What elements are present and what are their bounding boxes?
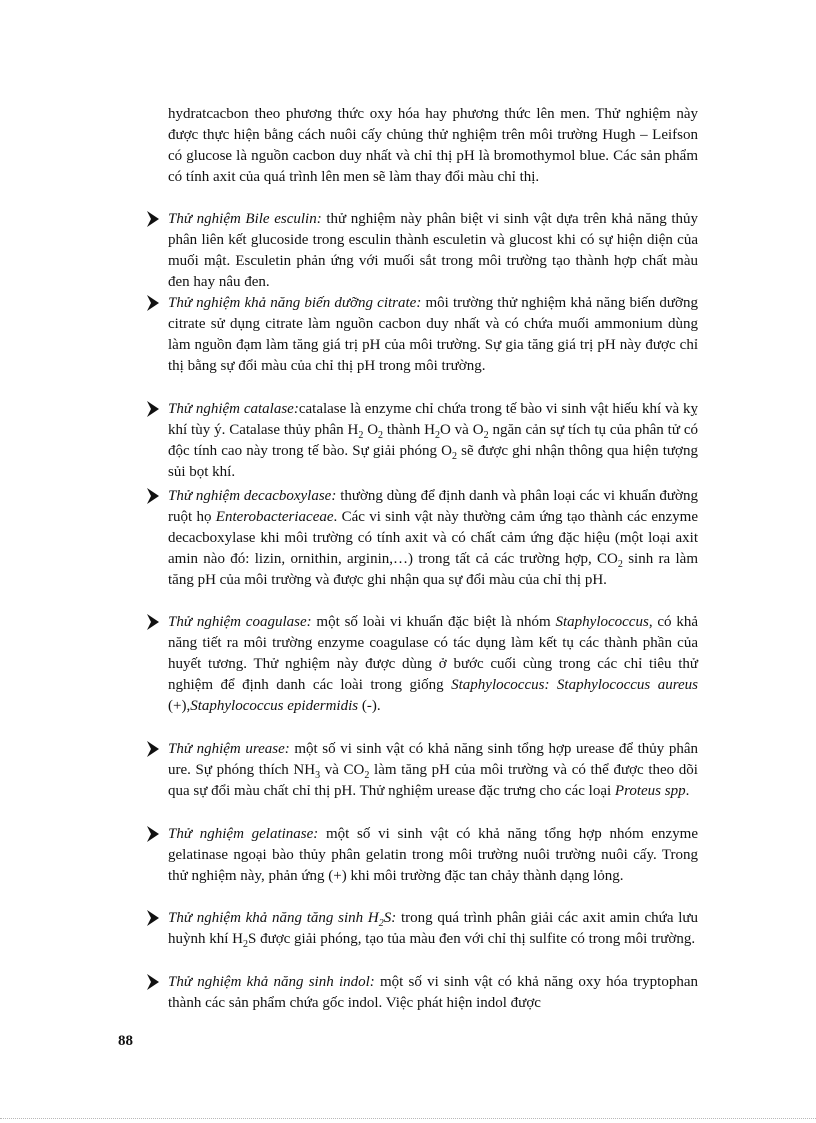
taxon-name: Proteus spp	[614, 783, 686, 799]
arrow-bullet-icon	[146, 825, 160, 843]
arrow-bullet-icon	[146, 210, 160, 228]
taxon-name: Staphylococcus epidermidis	[190, 698, 359, 714]
page-number: 88	[118, 1033, 133, 1049]
item-body: môi trường thử nghiệm khả năng biến dưỡng citrate sử dụng citrate làm nguồn cacbon duy nhất và có chứa muối ammonium dùng làm nguồn đạm làm tăng giá trị pH của môi trường. Sự gia tăng giá trị pH này được chỉ thị bằng sự đổi màu của chỉ thị pH trong môi trường.	[168, 295, 698, 374]
item-body: thử nghiệm này phân biệt vi sinh vật dựa trên khả năng thủy phân liên kết glucoside trong esculin thành esculetin và glucost khi có sự hiện diện của muối mật. Esculetin phản ứng với muối sắt trong môi trường tạo thành hợp chất màu đen hay nâu đen.	[168, 211, 699, 290]
item-title: Thử nghiệm decacboxylase:	[168, 488, 337, 504]
taxon-name: Staphylococcus	[555, 614, 649, 630]
item-body: một số vi sinh vật có khả năng oxy hóa tryptophan thành các sản phẩm chứa gốc indol. Việc phát hiện indol được	[168, 974, 698, 1011]
item-body: một số vi sinh vật có khả năng tổng hợp nhóm enzyme gelatinase ngoại bào thủy phân gelatin trong môi trường nuôi trường nuôi cấy. Trong thử nghiệm này, phản ứng (+) khi môi trường đặc tan chảy thành dạng lỏng.	[168, 826, 698, 884]
list-item-citrate	[146, 293, 698, 377]
list-item-decarboxylase: Thử nghiệm decacboxylase: thường dùng để định danh và phân loại các vi khuẩn đường ruột họ Enterobacteriaceae. Các vi sinh vật này thường cảm ứng tạo thành các enzyme decacboxylase khi môi trường có tính axit và có chất cảm ứng đặc hiệu (một loại axit amin nào đó: lizin, ornithin, arginin,…) trong tất cả các trường hợp, $CO_2$ sinh ra làm tăng pH của môi trường và được ghi nhận qua sự đổi màu của chỉ thị pH.	[146, 486, 698, 591]
item-title: Thử nghiệm Bile esculin:	[168, 211, 322, 227]
item-title: Thử nghiệm khả năng biến dưỡng citrate:	[168, 295, 422, 311]
arrow-bullet-icon	[146, 294, 160, 312]
list-item-coagulase: Thử nghiệm coagulase: một số loài vi khuẩn đặc biệt là nhóm Staphylococcus, có khả năng tiết ra môi trường enzyme coagulase có tác dụng làm kết tụ các thành phần của huyết tương. Thử nghiệm này được dùng ở bước cuối cùng trong các chỉ tiêu thử nghiệm để định danh các loài trong giống Staphylococcus: Staphylococcus aureus (+),Staphylococcus epidermidis (-).	[146, 612, 698, 717]
taxon-name: Enterobacteriaceae	[215, 509, 334, 525]
taxon-name: Staphylococcus: Staphylococcus aureus	[451, 677, 698, 693]
list-item-urease: Thử nghiệm urease: một số vi sinh vật có khả năng sinh tổng hợp urease để thủy phân ure. Sự phóng thích $NH_3$ và $CO_2$ làm tăng pH của môi trường và có thể được theo dõi qua sự đổi màu chất chỉ thị pH. Thử nghiệm urease đặc trưng cho các loại Proteus spp.	[146, 739, 698, 802]
arrow-bullet-icon	[146, 613, 160, 631]
item-title: Thử nghiệm coagulase:	[168, 614, 312, 630]
item-title: Thử nghiệm khả năng sinh indol:	[168, 974, 375, 990]
item-title: Thử nghiệm urease:	[168, 741, 290, 757]
item-title: Thử nghiệm gelatinase:	[168, 826, 319, 842]
intro-paragraph: hydratcacbon theo phương thức oxy hóa hay phương thức lên men. Thử nghiệm này được thực hiện bằng cách nuôi cấy chủng thử nghiệm trên môi trường Hugh – Leifson có glucose là nguồn cacbon duy nhất và chỉ thị pH là bromothymol blue. Các sản phẩm có tính axit của quá trình lên men sẽ làm thay đổi màu chỉ thị.	[168, 106, 698, 185]
arrow-bullet-icon	[146, 973, 160, 991]
item-title: Thử nghiệm catalase:	[168, 401, 299, 417]
list-item-h2s: Thử nghiệm khả năng tăng $\sinh H_2S$: trong quá trình phân giải các axit amin chứa lưu huỳnh khí $H_2S$ được giải phóng, tạo tủa màu đen với chỉ thị sulfite có trong môi trường.	[146, 908, 698, 950]
arrow-bullet-icon	[146, 909, 160, 927]
item-title: Thử nghiệm khả năng tăng $\sinh H_2S$:	[168, 910, 397, 929]
list-item-catalase: Thử nghiệm catalase:catalase là enzyme chỉ chứa trong tế bào vi sinh vật hiếu khí và kỵ khí tùy ý. Catalase thủy phân $H_2$ $O_2$ thành $H_2O$ và $O_2$ ngăn cản sự tích tụ của phân tử có độc tính cao này trong tế bào. Sự giải phóng $O_2$ sẽ được ghi nhận thông qua hiện tượng sủi bọt khí.	[146, 399, 698, 483]
list-item-bile-esculin	[146, 209, 698, 293]
arrow-bullet-icon	[146, 400, 160, 418]
arrow-bullet-icon	[146, 487, 160, 505]
arrow-bullet-icon	[146, 740, 160, 758]
list-item-indol	[146, 972, 698, 1014]
page-edge-divider	[0, 1118, 816, 1119]
list-item-gelatinase	[146, 824, 698, 887]
